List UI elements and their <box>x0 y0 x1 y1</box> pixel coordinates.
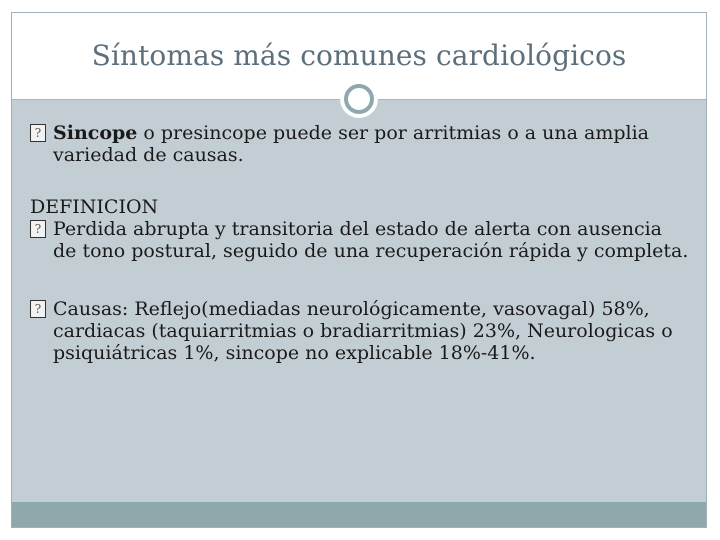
bottom-bar <box>12 502 706 527</box>
bullet-icon: ? <box>30 220 46 238</box>
slide-title: Síntomas más comunes cardiológicos <box>91 39 627 72</box>
definition-heading: DEFINICION <box>30 196 159 218</box>
bullet-text: Causas: Reflejo(mediadas neurológicamente, vasovagal) 58%, cardiacas (taquiarritmias o bradiarritmias) 23%, Neurologicas o psiquiátricas 1%, sincope no explicable 18%-41%. <box>53 298 673 364</box>
bullet-causas <box>30 298 690 364</box>
bullet-text: o presincope puede ser por arritmias o a una amplia variedad de causas. <box>53 122 649 166</box>
body-text <box>30 122 690 364</box>
bullet-text: Perdida abrupta y transitoria del estado de alerta con ausencia de tono postural, seguido de una recuperación rápida y completa. <box>53 218 689 262</box>
bullet-definition <box>30 218 690 262</box>
bullet-icon: ? <box>30 300 46 318</box>
bullet-bold-term: Sincope <box>53 122 138 144</box>
ring-icon <box>340 80 378 118</box>
bullet-icon: ? <box>30 124 46 142</box>
bullet-sincope <box>30 122 690 166</box>
